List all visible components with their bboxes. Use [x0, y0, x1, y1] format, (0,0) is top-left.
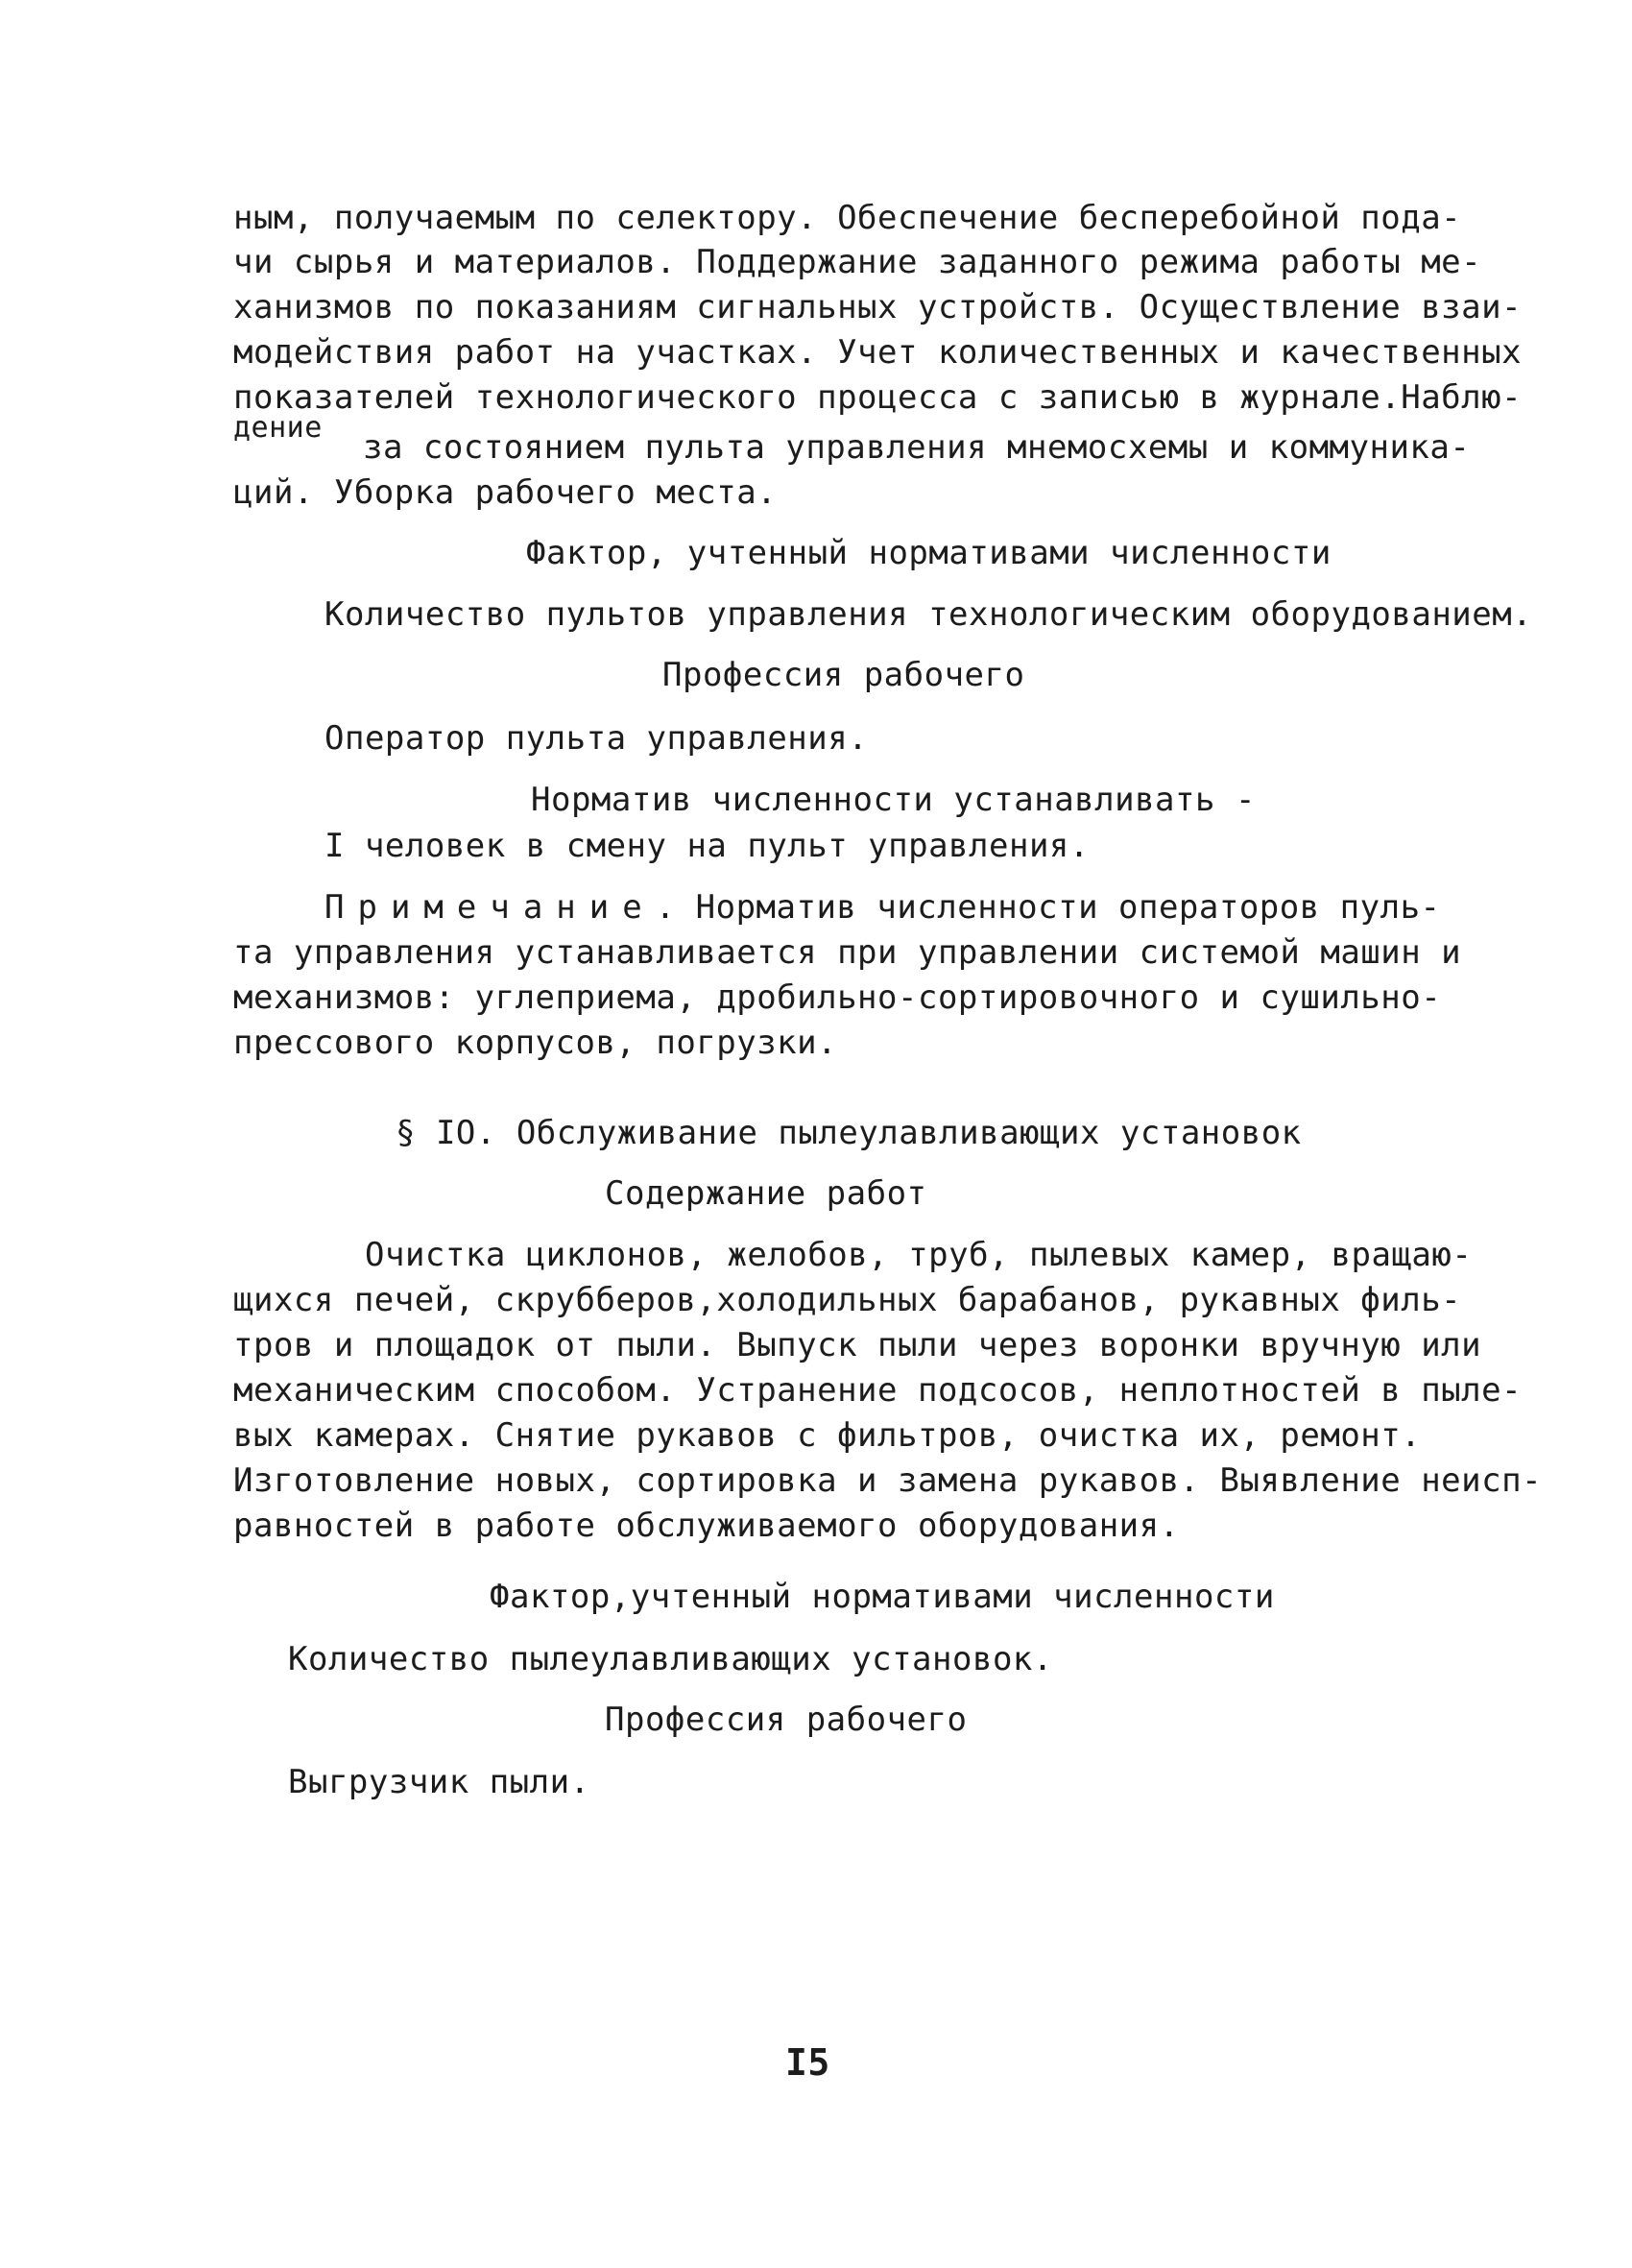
profession-heading-2: Профессия рабочего [605, 1701, 968, 1739]
intro-line-5: показателей технологического процесса с записью в журнале.Наблю- [233, 378, 1523, 417]
factor-text-2: Количество пылеулавливающих установок. [288, 1640, 1053, 1678]
profession-text-1: Оператор пульта управления. [324, 719, 869, 758]
page-number: I5 [785, 2041, 830, 2084]
norm-heading: Норматив численности устанавливать - [531, 781, 1256, 819]
profession-text-2: Выгрузчик пыли. [288, 1763, 590, 1801]
content-line-3: тров и площадок от пыли. Выпуск пыли через воронки вручную или [233, 1326, 1482, 1364]
factor-heading-1: Фактор, учтенный нормативами численности [526, 534, 1332, 572]
profession-heading-1: Профессия рабочего [662, 656, 1025, 694]
factor-heading-2: Фактор,учтенный нормативами численности [490, 1578, 1275, 1616]
intro-line-1: ным, получаемым по селектору. Обеспечение бесперебойной пода- [233, 199, 1462, 237]
note-label: Примечание [324, 888, 656, 927]
note-line-1-text: . Норматив численности операторов пуль- [655, 888, 1441, 927]
note-line-2: та управления устанавливается при управлении системой машин и [233, 933, 1462, 972]
content-line-7: равностей в работе обслуживаемого оборудования. [233, 1507, 1180, 1545]
content-heading: Содержание работ [605, 1174, 927, 1213]
intro-line-4: модействия работ на участках. Учет количественных и качественных [233, 333, 1523, 372]
intro-line-3: ханизмов по показаниям сигнальных устройств. Осуществление взаи- [233, 288, 1523, 326]
note-line-3: механизмов: углеприема, дробильно-сортировочного и сушильно- [233, 978, 1442, 1017]
norm-text: I человек в смену на пульт управления. [324, 827, 1090, 865]
intro-line-6b: за состоянием пульта управления мнемосхемы и коммуника- [363, 428, 1471, 467]
intro-line-2: чи сырья и материалов. Поддержание заданного режима работы ме- [233, 243, 1482, 281]
section-heading: § IO. Обслуживание пылеулавливающих установок [396, 1114, 1302, 1152]
content-line-5: вых камерах. Снятие рукавов с фильтров, очистка их, ремонт. [233, 1416, 1422, 1455]
content-line-2: щихся печей, скрубберов,холодильных барабанов, рукавных филь- [233, 1281, 1462, 1319]
content-line-1: Очистка циклонов, желобов, труб, пылевых камер, вращаю- [365, 1236, 1473, 1274]
intro-line-6a: дение [233, 411, 323, 445]
factor-text-1: Количество пультов управления технологическим оборудованием. [324, 595, 1533, 634]
intro-line-7: ций. Уборка рабочего места. [233, 473, 778, 512]
note-line-4: прессового корпусов, погрузки. [233, 1024, 838, 1062]
content-line-6: Изготовление новых, сортировка и замена рукавов. Выявление неисп- [233, 1461, 1543, 1500]
note-line-1 [324, 885, 1441, 929]
content-line-4: механическим способом. Устранение подсосов, неплотностей в пыле- [233, 1371, 1523, 1410]
